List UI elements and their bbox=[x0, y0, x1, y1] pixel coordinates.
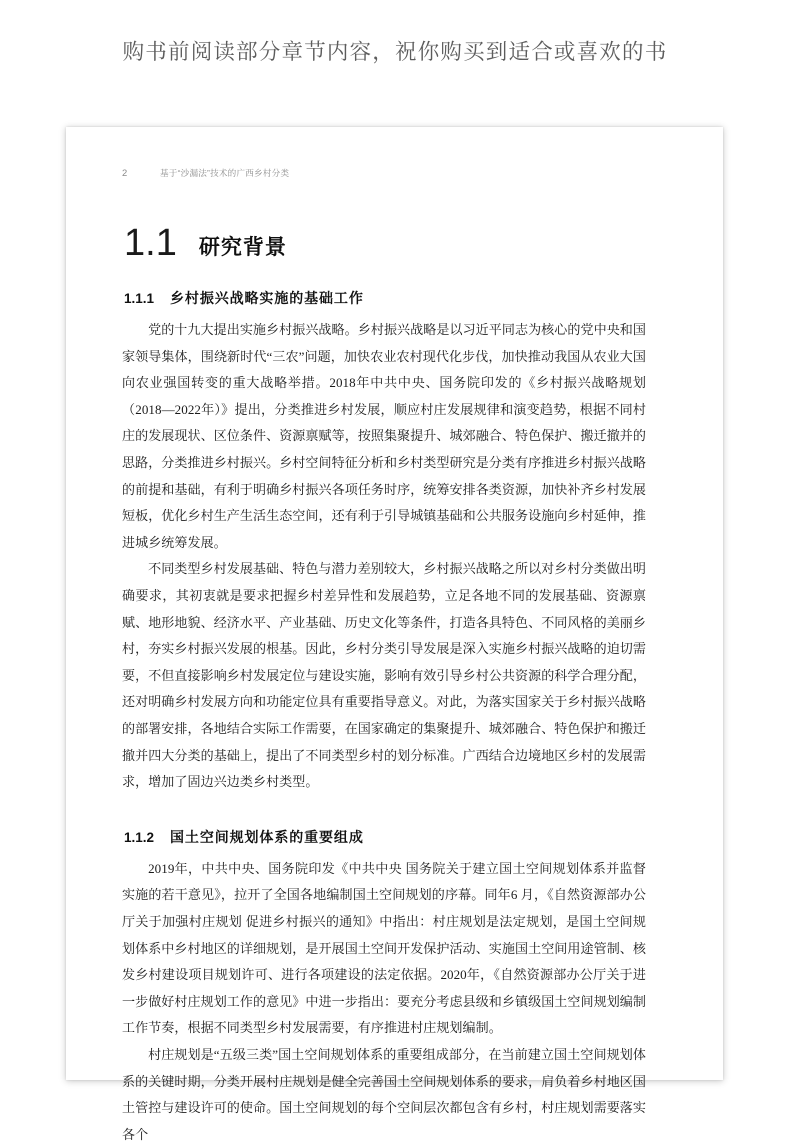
paragraph: 2019年，中共中央、国务院印发《中共中央 国务院关于建立国土空间规划体系并监督实施的若干意见》，拉开了全国各地编制国土空间规划的序幕。同年6 月，《自然资源部办公厅关于加强村庄规划 促进乡村振兴的通知》中指出：村庄规划是法定规划，是国土空间规划体系中乡村地区的详细规划，是开展国土空间开发保护活动、实施国土空间用途管制、核发乡村建设项目规划许可、进行各项建设的法定依据。2020年，《自然资源部办公厅关于进一步做好村庄规划工作的意见》中进一步指出：要充分考虑县级和乡镇级国土空间规划编制工作节奏，根据不同类型乡村发展需要，有序推进村庄规划编制。 bbox=[122, 860, 646, 1036]
paragraph: 不同类型乡村发展基础、特色与潜力差别较大，乡村振兴战略之所以对乡村分类做出明确要求，其初衷就是要求把握乡村差异性和发展趋势，立足各地不同的发展基础、资源禀赋、地形地貌、经济水平、产业基础、历史文化等条件，打造各具特色、不同风格的美丽乡村，夯实乡村振兴发展的根基。因此，乡村分类引导发展是深入实施乡村振兴战略的迫切需要，不但直接影响乡村发展定位与建设实施，影响有效引导乡村公共资源的科学合理分配，还对明确乡村发展方向和功能定位具有重要指导意义。对此，为落实国家关于乡村振兴战略的部署安排，各地结合实际工作需要，在国家确定的集聚提升、城郊融合、特色保护和搬迁撤并四大分类的基础上，提出了不同类型乡村的划分标准。广西结合边境地区乡村的发展需求，增加了固边兴边类乡村类型。 bbox=[122, 561, 646, 790]
subsection-number: 1.1.2 bbox=[124, 829, 155, 845]
page-content bbox=[122, 167, 646, 1148]
subsection-heading-1 bbox=[124, 288, 646, 308]
paragraph: 党的十九大提出实施乡村振兴战略。乡村振兴战略是以习近平同志为核心的党中央和国家领导集体，围绕新时代“三农”问题，加快农业农村现代化步伐，加快推动我国从农业大国向农业强国转变的重大战略举措。2018年中共中央、国务院印发的《乡村振兴战略规划（2018—2022年）》提出，分类推进乡村发展，顺应村庄发展规律和演变趋势，根据不同村庄的发展现状、区位条件、资源禀赋等，按照集聚提升、城郊融合、特色保护、搬迁撤并的思路，分类推进乡村振兴。乡村空间特征分析和乡村类型研究是分类有序推进乡村振兴战略的前提和基础，有利于明确乡村振兴各项任务时序，统筹安排各类资源，加快补齐乡村发展短板，优化乡村生产生活生态空间，还有利于引导城镇基础和公共服务设施向乡村延伸，推进城乡统筹发展。 bbox=[122, 322, 646, 550]
subsection-title: 国土空间规划体系的重要组成 bbox=[170, 828, 364, 845]
section-title: 研究背景 bbox=[198, 236, 287, 259]
subsection-title: 乡村振兴战略实施的基础工作 bbox=[170, 290, 364, 307]
paragraph: 村庄规划是“五级三类”国土空间规划体系的重要组成部分，在当前建立国土空间规划体系的关键时期，分类开展村庄规划是健全完善国土空间规划体系的要求，肩负着乡村地区国土管控与建设许可的使命。国土空间规划的每个空间层次都包含有乡村，村庄规划需要落实各个 bbox=[122, 1046, 646, 1142]
running-head bbox=[122, 167, 646, 181]
running-head-title: 基于“沙漏法”技术的广西乡村分类 bbox=[160, 168, 290, 178]
promo-banner bbox=[0, 0, 790, 90]
subsection-heading-2 bbox=[124, 827, 646, 847]
page-viewport bbox=[0, 90, 790, 1142]
section-number: 1.1 bbox=[124, 222, 177, 264]
section-heading bbox=[124, 222, 646, 264]
promo-banner-text: 购书前阅读部分章节内容，祝你购买到适合或喜欢的书 bbox=[122, 39, 668, 64]
subsection-2-body bbox=[122, 856, 646, 1148]
book-page-sheet bbox=[66, 127, 723, 1142]
page-number: 2 bbox=[122, 167, 128, 178]
subsection-1-body bbox=[122, 317, 646, 796]
subsection-number: 1.1.1 bbox=[124, 291, 155, 307]
